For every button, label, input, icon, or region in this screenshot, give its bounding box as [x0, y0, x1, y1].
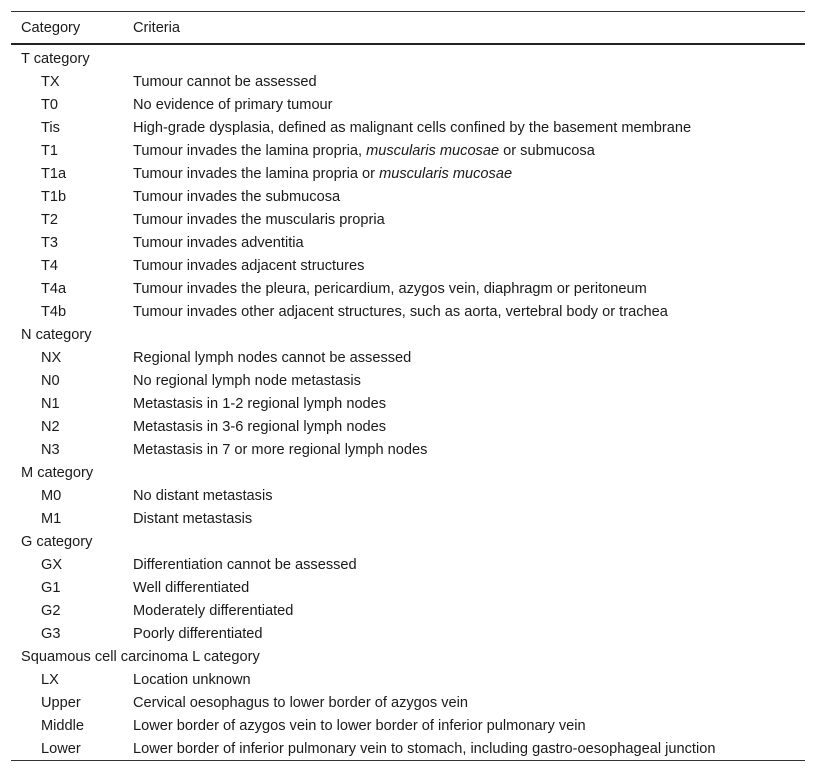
criteria-cell	[123, 254, 805, 277]
criteria-cell	[123, 668, 805, 691]
table-row	[11, 231, 805, 254]
table-row	[11, 553, 805, 576]
criteria-text: Location unknown	[133, 671, 251, 688]
criteria-text: Tumour invades the lamina propria,	[133, 142, 367, 159]
table-header	[11, 12, 805, 45]
table-row	[11, 691, 805, 714]
category-code: T4	[41, 257, 59, 274]
criteria-text: No evidence of primary tumour	[133, 96, 333, 113]
criteria-italic-text: muscularis mucosae	[366, 142, 500, 159]
category-group-row	[11, 44, 805, 70]
category-code: T2	[41, 211, 59, 228]
staging-table	[11, 11, 805, 761]
table-row	[11, 484, 805, 507]
category-group-row	[11, 461, 805, 484]
table-row	[11, 576, 805, 599]
table-row	[11, 714, 805, 737]
criteria-cell	[123, 139, 805, 162]
category-code: Middle	[41, 717, 84, 734]
criteria-cell	[123, 208, 805, 231]
table-row	[11, 93, 805, 116]
criteria-text: Lower border of inferior pulmonary vein to stomach, including gastro-oesophageal junction	[133, 740, 716, 757]
criteria-cell	[123, 369, 805, 392]
category-code: Upper	[41, 694, 81, 711]
criteria-cell	[123, 599, 805, 622]
criteria-text: Tumour cannot be assessed	[133, 73, 317, 90]
table-body	[11, 44, 805, 761]
criteria-text: Poorly differentiated	[133, 625, 263, 642]
category-code: G2	[41, 602, 61, 619]
criteria-cell	[123, 162, 805, 185]
criteria-cell	[123, 507, 805, 530]
criteria-cell	[123, 415, 805, 438]
category-code: Tis	[41, 119, 60, 136]
criteria-cell	[123, 484, 805, 507]
table-row	[11, 116, 805, 139]
category-code: N0	[41, 372, 60, 389]
table-row	[11, 737, 805, 761]
criteria-text: Tumour invades adjacent structures	[133, 257, 365, 274]
criteria-italic-text: muscularis mucosae	[379, 165, 513, 182]
table-row	[11, 507, 805, 530]
category-group-row	[11, 530, 805, 553]
category-group-row	[11, 645, 805, 668]
criteria-cell	[123, 300, 805, 323]
category-code: T3	[41, 234, 59, 251]
criteria-cell	[123, 576, 805, 599]
table-row	[11, 300, 805, 323]
criteria-text: Metastasis in 3-6 regional lymph nodes	[133, 418, 387, 435]
category-code: N3	[41, 441, 60, 458]
table-row	[11, 346, 805, 369]
criteria-text: or submucosa	[499, 142, 595, 159]
table-row	[11, 162, 805, 185]
criteria-text: No regional lymph node metastasis	[133, 372, 361, 389]
category-code: G3	[41, 625, 61, 642]
criteria-text: Differentiation cannot be assessed	[133, 556, 357, 573]
category-group-title: G category	[21, 533, 93, 550]
criteria-cell	[123, 277, 805, 300]
category-group-row	[11, 323, 805, 346]
criteria-text: High-grade dysplasia, defined as malignant cells confined by the basement membrane	[133, 119, 692, 136]
category-code: Lower	[11, 737, 123, 761]
criteria-text: Moderately differentiated	[133, 602, 294, 619]
criteria-text: Lower border of azygos vein to lower border of inferior pulmonary vein	[133, 717, 586, 734]
category-code: G1	[41, 579, 61, 596]
table-row	[11, 369, 805, 392]
criteria-text: Well differentiated	[133, 579, 250, 596]
category-code: N1	[41, 395, 60, 412]
criteria-cell	[123, 185, 805, 208]
criteria-cell	[123, 346, 805, 369]
criteria-cell	[123, 70, 805, 93]
table-row	[11, 599, 805, 622]
category-code: LX	[41, 671, 59, 688]
category-code: T1	[41, 142, 59, 159]
criteria-cell	[123, 622, 805, 645]
criteria-text: Tumour invades the muscularis propria	[133, 211, 385, 228]
criteria-text: Cervical oesophagus to lower border of azygos vein	[133, 694, 469, 711]
criteria-text: Distant metastasis	[133, 510, 253, 527]
criteria-cell	[123, 737, 805, 761]
table-row	[11, 415, 805, 438]
category-code: T1a	[41, 165, 67, 182]
criteria-text: Tumour invades the submucosa	[133, 188, 341, 205]
table-row	[11, 70, 805, 93]
table-row	[11, 139, 805, 162]
category-code: M0	[41, 487, 62, 504]
header-criteria: Criteria	[123, 12, 805, 45]
category-code: T4a	[41, 280, 67, 297]
criteria-cell	[123, 392, 805, 415]
category-code: T0	[41, 96, 59, 113]
criteria-cell	[123, 438, 805, 461]
criteria-cell	[123, 231, 805, 254]
category-group-title: N category	[21, 326, 92, 343]
criteria-cell	[123, 714, 805, 737]
category-code: M1	[41, 510, 62, 527]
criteria-text: Tumour invades adventitia	[133, 234, 304, 251]
table-row	[11, 208, 805, 231]
table-row	[11, 277, 805, 300]
category-code: NX	[41, 349, 62, 366]
table-row	[11, 622, 805, 645]
table-row	[11, 392, 805, 415]
table-row	[11, 668, 805, 691]
criteria-cell	[123, 116, 805, 139]
criteria-text: Tumour invades the pleura, pericardium, azygos vein, diaphragm or peritoneum	[133, 280, 647, 297]
table-row	[11, 254, 805, 277]
criteria-text: Tumour invades other adjacent structures, such as aorta, vertebral body or trachea	[133, 303, 668, 320]
criteria-text: Regional lymph nodes cannot be assessed	[133, 349, 412, 366]
criteria-text: Tumour invades the lamina propria or	[133, 165, 380, 182]
criteria-cell	[123, 691, 805, 714]
criteria-text: No distant metastasis	[133, 487, 273, 504]
category-group-title: Squamous cell carcinoma L category	[21, 648, 260, 665]
header-row	[11, 12, 805, 45]
category-code: N2	[41, 418, 60, 435]
category-group-title: M category	[21, 464, 94, 481]
header-category: Category	[11, 12, 123, 45]
category-group-title: T category	[21, 50, 90, 67]
category-code: TX	[41, 73, 60, 90]
criteria-cell	[123, 93, 805, 116]
category-code: T1b	[41, 188, 67, 205]
criteria-cell	[123, 553, 805, 576]
staging-table-container	[11, 11, 805, 761]
table-row	[11, 438, 805, 461]
table-row	[11, 185, 805, 208]
category-code: GX	[41, 556, 63, 573]
criteria-text: Metastasis in 1-2 regional lymph nodes	[133, 395, 387, 412]
criteria-text: Metastasis in 7 or more regional lymph nodes	[133, 441, 428, 458]
category-code: T4b	[41, 303, 67, 320]
